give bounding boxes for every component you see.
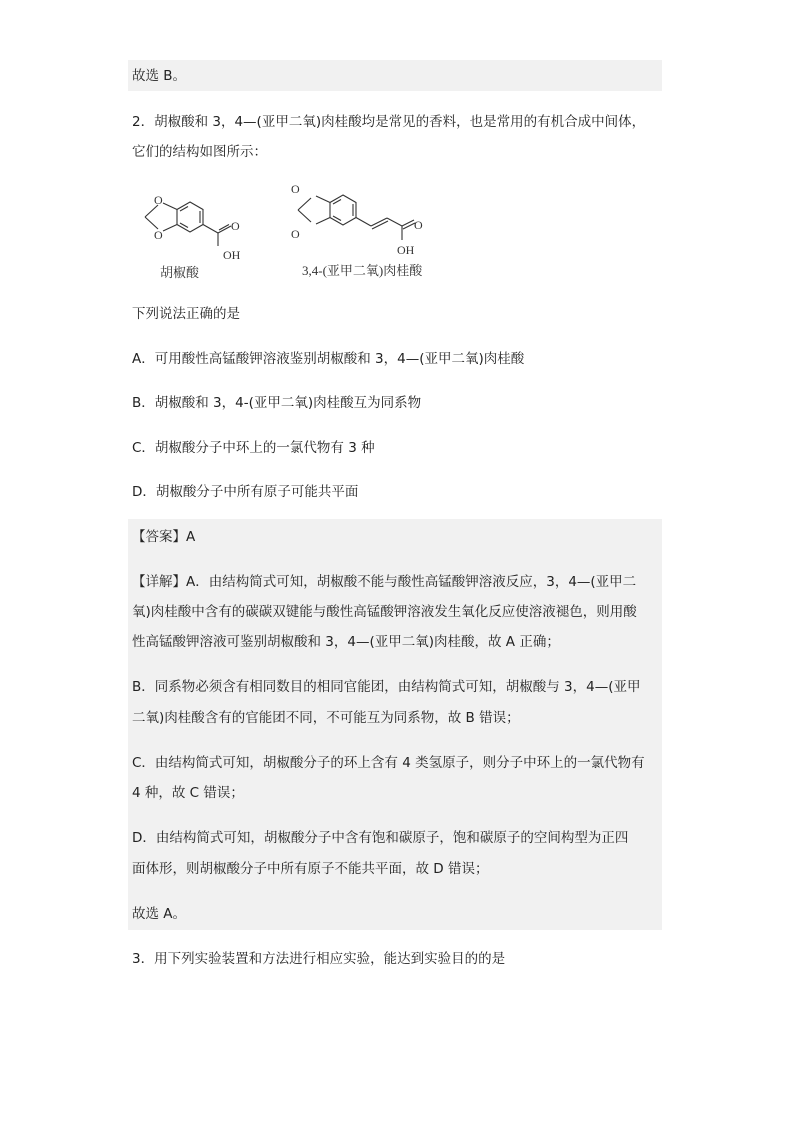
detail-d-line2: 面体形，则胡椒酸分子中所有原子不能共平面，故 D 错误； <box>132 861 489 877</box>
shade-prev-conclusion <box>128 60 662 91</box>
mol2-ring-o-top: O <box>291 182 300 196</box>
mol2-ring-o-bottom: O <box>291 227 300 241</box>
detail-a-line3: 性高锰酸钾溶液可鉴别胡椒酸和 3，4—(亚甲二氧)肉桂酸，故 A 正确； <box>132 634 560 650</box>
option-c: C．胡椒酸分子中环上的一氯代物有 3 种 <box>132 440 375 456</box>
detail-a-line1: 【详解】A．由结构简式可知，胡椒酸不能与酸性高锰酸钾溶液反应，3，4—(亚甲二 <box>132 574 637 590</box>
option-d: D．胡椒酸分子中所有原子可能共平面 <box>132 484 359 500</box>
cinnamic-acid-structure <box>298 195 415 240</box>
detail-b-line2: 二氧)肉桂酸含有的官能团不同，不可能互为同系物，故 B 错误； <box>132 710 520 726</box>
question-stem-line2: 它们的结构如图所示： <box>132 144 267 160</box>
answer-conclusion: 故选 A。 <box>132 906 187 922</box>
detail-a-line2: 氧)肉桂酸中含有的碳碳双键能与酸性高锰酸钾溶液发生氧化反应使溶液褪色，则用酸 <box>132 604 637 620</box>
mol1-ring-o-top: O <box>154 193 163 207</box>
prev-conclusion: 故选 B。 <box>132 68 187 84</box>
mol1-ring-o-bottom: O <box>154 228 163 242</box>
detail-d-line1: D．由结构简式可知，胡椒酸分子中含有饱和碳原子，饱和碳原子的空间构型为正四 <box>132 830 629 846</box>
detail-b-line1: B．同系物必须含有相同数目的相同官能团，由结构简式可知，胡椒酸与 3，4—(亚甲 <box>132 679 641 695</box>
detail-c-line1: C．由结构简式可知，胡椒酸分子的环上含有 4 类氢原子，则分子中环上的一氯代物有 <box>132 755 645 771</box>
mol2-oh: OH <box>397 243 415 257</box>
option-b: B．胡椒酸和 3，4-(亚甲二氧)肉桂酸互为同系物 <box>132 395 422 411</box>
mol1-caption: 胡椒酸 <box>160 265 200 280</box>
mol1-carbonyl-o: O <box>231 219 240 233</box>
mol1-oh: OH <box>223 248 241 262</box>
mol2-caption: 3,4-(亚甲二氧)肉桂酸 <box>302 263 423 278</box>
answer-label: 【答案】A <box>132 529 196 545</box>
question-prompt: 下列说法正确的是 <box>132 306 240 322</box>
mol2-carbonyl-o: O <box>414 218 423 232</box>
question-stem-line1: 2．胡椒酸和 3，4—(亚甲二氧)肉桂酸均是常见的香料，也是常用的有机合成中间体， <box>132 114 646 130</box>
next-question-stem: 3．用下列实验装置和方法进行相应实验，能达到实验目的的是 <box>132 951 506 967</box>
detail-c-line2: 4 种，故 C 错误； <box>132 785 244 801</box>
option-a: A．可用酸性高锰酸钾溶液鉴别胡椒酸和 3，4—(亚甲二氧)肉桂酸 <box>132 351 525 367</box>
